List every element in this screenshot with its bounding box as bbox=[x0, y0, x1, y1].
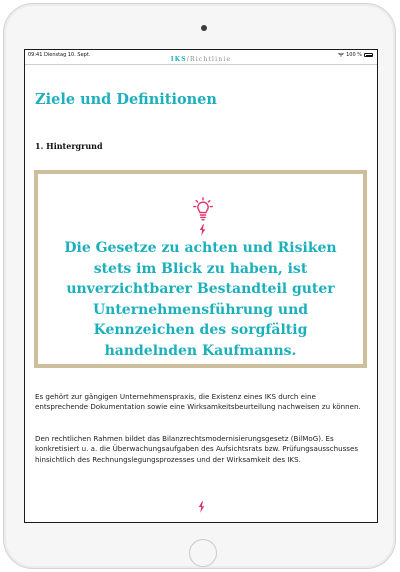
brand-iks: IKS bbox=[170, 56, 187, 63]
lightning-bolt-icon bbox=[198, 224, 207, 236]
screen bbox=[24, 49, 378, 523]
home-button[interactable] bbox=[189, 539, 217, 567]
paragraph-1: Es gehört zur gängigen Unternehmenspraxis, die Existenz eines IKS durch eine entsprechende Dokumentation sowie eine Wirksamkeitsbeurteilung nachweisen zu können. bbox=[35, 392, 361, 412]
paragraph-2: Den rechtlichen Rahmen bildet das Bilanzrechtsmodernisierungsgesetz (BilMoG). Es konkretisiert u. a. die Überwachungsaufgaben des Aufsichtsrats bzw. Prüfungsausschusses hinsichtlich des Rechnungslegungsprozesses und der Wirksamkeit des IKS. bbox=[35, 434, 359, 464]
header-divider bbox=[25, 64, 377, 65]
front-camera bbox=[201, 25, 207, 31]
page-title: Ziele und Definitionen bbox=[35, 91, 217, 108]
battery-percent: 100 % bbox=[346, 52, 362, 58]
quote-box bbox=[34, 170, 367, 368]
section-heading: 1. Hintergrund bbox=[35, 141, 103, 151]
lightbulb-icon bbox=[193, 197, 213, 221]
brand-rest: /Richtlinie bbox=[186, 56, 232, 63]
status-time-date: 09:41 Dienstag 10. Sept. bbox=[28, 52, 91, 58]
app-brand bbox=[25, 56, 377, 63]
lightning-bolt-icon bbox=[197, 501, 206, 513]
highlight-quote: Die Gesetze zu achten und Risiken stets im Blick zu haben, ist unverzichtbarer Bestandteil guter Unternehmensführung und Kennzeichen des sorgfältig handelnden Kaufmanns. bbox=[64, 240, 337, 359]
